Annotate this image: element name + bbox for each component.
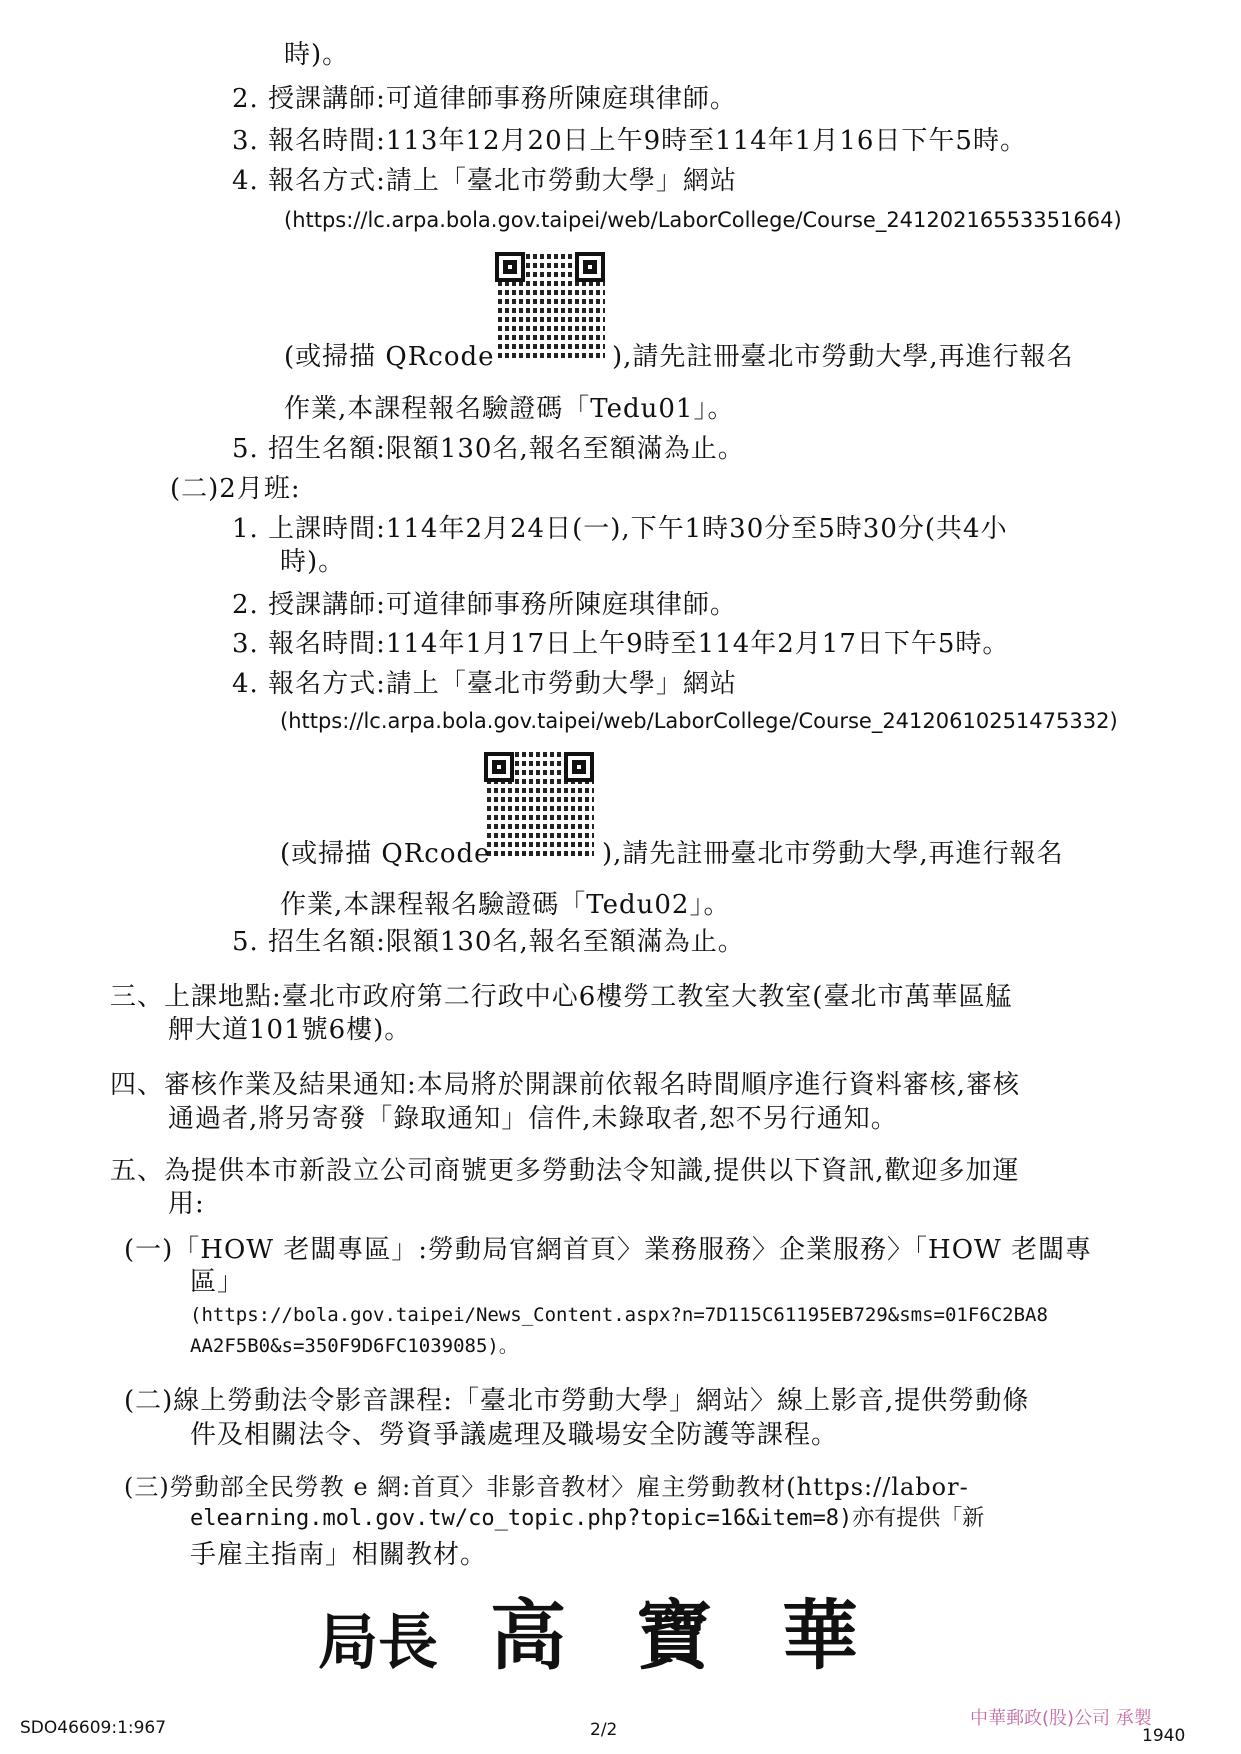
director-title: 局長 bbox=[318, 1608, 438, 1678]
s2-item-1-cont: 時)。 bbox=[280, 547, 346, 577]
page-number: 2/2 bbox=[590, 1720, 618, 1740]
s2-continue: 作業,本課程報名驗證碼「Tedu02」。 bbox=[280, 890, 731, 920]
s4-line-a: 四、審核作業及結果通知:本局將於開課前依報名時間順序進行資料審核,審核 bbox=[110, 1070, 1021, 1100]
s3-line-a: 三、上課地點:臺北市政府第二行政中心6樓勞工教室大教室(臺北市萬華區艋 bbox=[110, 982, 1013, 1012]
s2-qr-prefix: (或掃描 QRcode bbox=[280, 839, 491, 869]
director-signature: 高寶華 bbox=[490, 1591, 928, 1680]
s5-item-1: (一)「HOW 老闆專區」:勞動局官網首頁〉業務服務〉企業服務〉「HOW 老闆專 bbox=[124, 1235, 1093, 1265]
s2-heading: (二)2月班: bbox=[170, 474, 301, 504]
s3-line-b: 舺大道101號6樓)。 bbox=[168, 1015, 412, 1045]
s1-item-2: 2. 授課講師:可道律師事務所陳庭琪律師。 bbox=[232, 84, 737, 114]
s5-item-1-cont: 區」 bbox=[190, 1267, 245, 1297]
s4-line-b: 通過者,將另寄發「錄取通知」信件,未錄取者,恕不另行通知。 bbox=[168, 1104, 898, 1134]
serial-number: 1940 bbox=[1142, 1726, 1186, 1746]
s2-item-3: 3. 報名時間:114年1月17日上午9時至114年2月17日下午5時。 bbox=[232, 629, 1010, 659]
s1-url[interactable]: (https://lc.arpa.bola.gov.taipei/web/LaborCollege/Course_24120216553351664) bbox=[284, 208, 1122, 232]
s1-qr-suffix: ),請先註冊臺北市勞動大學,再進行報名 bbox=[612, 342, 1074, 372]
s1-continue: 作業,本課程報名驗證碼「Tedu01」。 bbox=[284, 394, 735, 424]
s1-line-0: 時)。 bbox=[284, 40, 350, 70]
s2-url[interactable]: (https://lc.arpa.bola.gov.taipei/web/LaborCollege/Course_24120610251475332) bbox=[280, 709, 1118, 733]
s5-item-2-cont: 件及相關法令、勞資爭議處理及職場安全防護等課程。 bbox=[190, 1420, 839, 1450]
s1-qr-code[interactable] bbox=[495, 252, 605, 362]
s1-item-3: 3. 報名時間:113年12月20日上午9時至114年1月16日下午5時。 bbox=[232, 126, 1027, 156]
s5-item-1-url[interactable]: (https://bola.gov.taipei/News_Content.aspx?n=7D115C61195EB729&sms=01F6C2BA8 bbox=[190, 1304, 1048, 1326]
s5-item-1-url-cont[interactable]: AA2F5B0&s=350F9D6FC1039085)。 bbox=[190, 1335, 518, 1357]
s5-item-3-cont: 手雇主指南」相關教材。 bbox=[190, 1540, 488, 1570]
s1-qr-prefix: (或掃描 QRcode bbox=[284, 342, 495, 372]
s2-qr-code[interactable] bbox=[484, 752, 594, 860]
s5-item-3-url[interactable]: elearning.mol.gov.tw/co_topic.php?topic=16&item=8)亦有提供「新 bbox=[190, 1506, 985, 1531]
s5-item-3: (三)勞動部全民勞教 e 網:首頁〉非影音教材〉雇主勞動教材(https://labor- bbox=[124, 1473, 969, 1501]
s1-item-4: 4. 報名方式:請上「臺北市勞動大學」網站 bbox=[232, 166, 737, 196]
s2-item-2: 2. 授課講師:可道律師事務所陳庭琪律師。 bbox=[232, 590, 737, 620]
printer-note: 中華郵政(股)公司 承製 bbox=[970, 1708, 1152, 1729]
s2-qr-suffix: ),請先註冊臺北市勞動大學,再進行報名 bbox=[602, 839, 1064, 869]
s5-item-2: (二)線上勞動法令影音課程:「臺北市勞動大學」網站〉線上影音,提供勞動條 bbox=[124, 1386, 1030, 1416]
s5-line-b: 用: bbox=[168, 1189, 205, 1219]
s2-item-1: 1. 上課時間:114年2月24日(一),下午1時30分至5時30分(共4小 bbox=[232, 514, 1008, 544]
s1-item-5: 5. 招生名額:限額130名,報名至額滿為止。 bbox=[232, 434, 745, 464]
doc-code: SDO46609:1:967 bbox=[20, 1718, 167, 1738]
s5-line-a: 五、為提供本市新設立公司商號更多勞動法令知識,提供以下資訊,歡迎多加運 bbox=[110, 1156, 1020, 1186]
s2-item-5: 5. 招生名額:限額130名,報名至額滿為止。 bbox=[232, 927, 745, 957]
s2-item-4: 4. 報名方式:請上「臺北市勞動大學」網站 bbox=[232, 669, 737, 699]
